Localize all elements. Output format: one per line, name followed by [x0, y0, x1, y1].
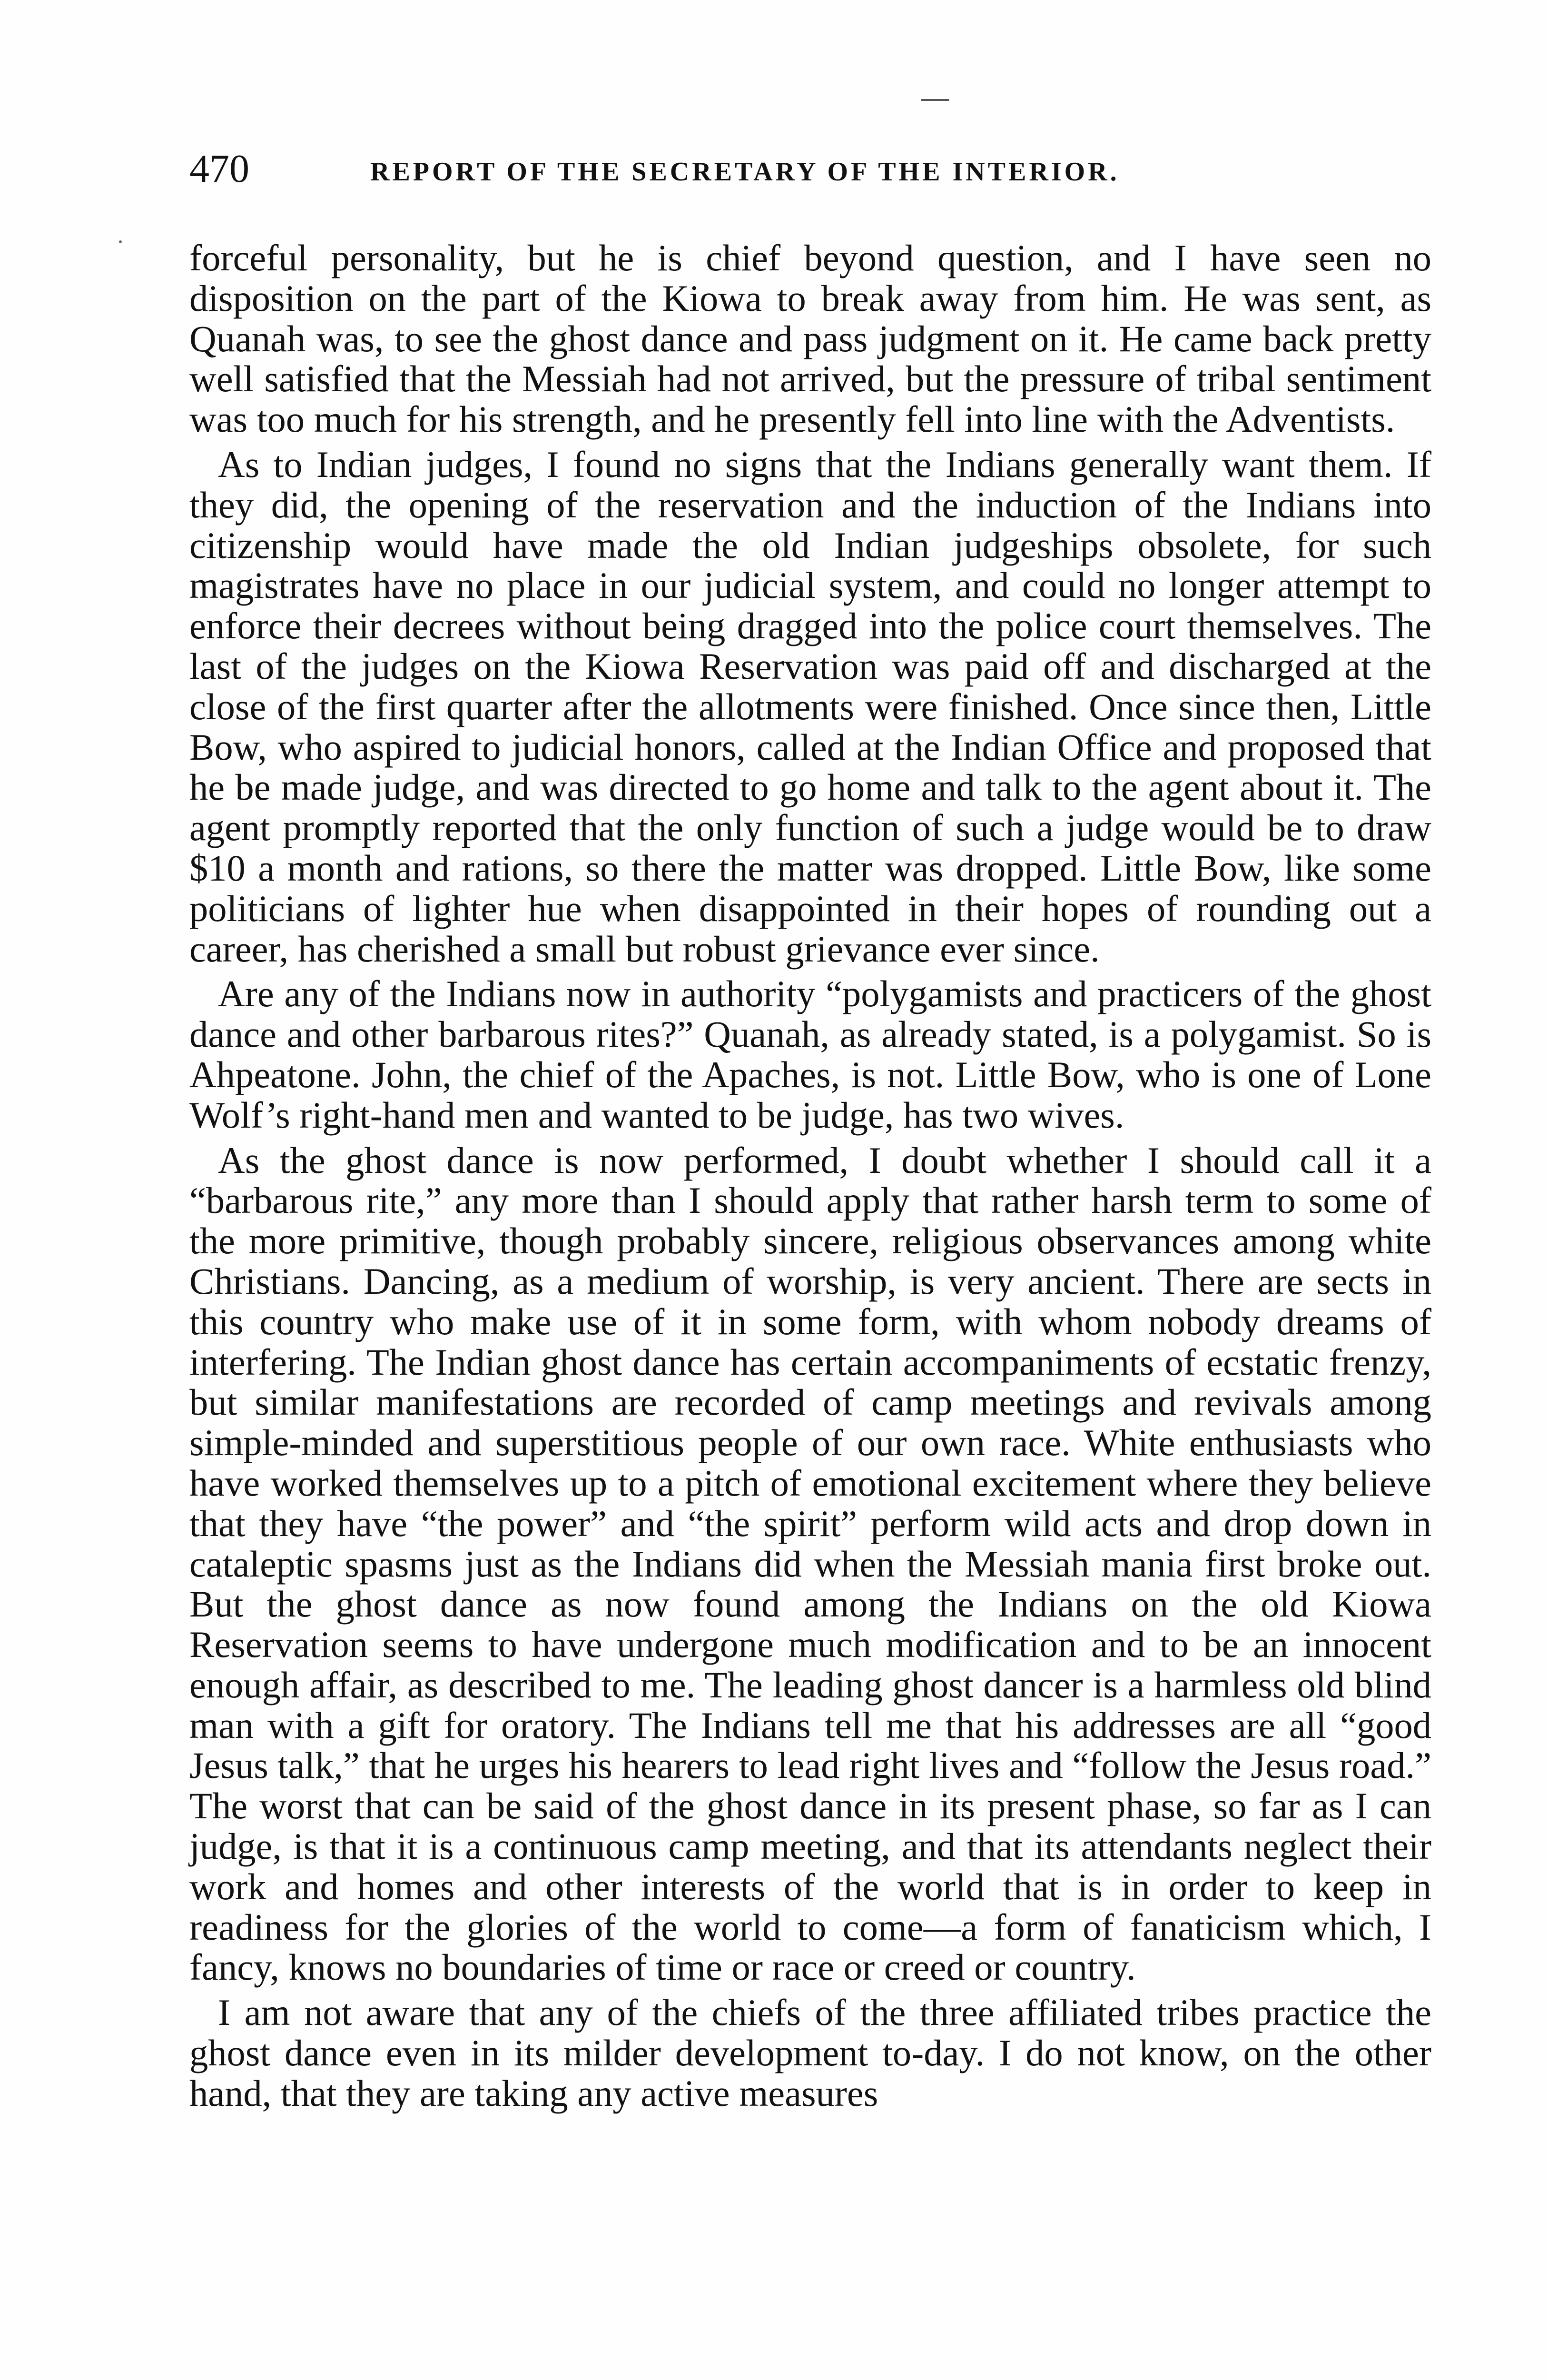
page-header	[189, 143, 1431, 195]
margin-speck	[119, 240, 122, 243]
page-number: 470	[189, 147, 249, 191]
paragraph-4: As the ghost dance is now performed, I doubt whether I should call it a “barbarous rite,” any more than I should apply that rather harsh term to some of the more primitive, though probably sincere, religious observances among white Christians. Dancing, as a medium of worship, is very ancient. There are sects in this country who make use of it in some form, with whom nobody dreams of interfering. The Indian ghost dance has certain accompaniments of ecstatic frenzy, but similar manifestations are recorded of camp meetings and revivals among simple-minded and superstitious people of our own race. White enthusiasts who have worked themselves up to a pitch of emotional excitement where they believe that they have “the power” and “the spirit” perform wild acts and drop down in cataleptic spasms just as the Indians did when the Messiah mania first broke out. But the ghost dance as now found among the Indians on the old Kiowa Reservation seems to have undergone much modification and to be an innocent enough affair, as described to me. The leading ghost dancer is a harmless old blind man with a gift for oratory. The Indians tell me that his addresses are all “good Jesus talk,” that he urges his hearers to lead right lives and “follow the Jesus road.” The worst that can be said of the ghost dance in its present phase, so far as I can judge, is that it is a continuous camp meeting, and that its attendants neglect their work and homes and other interests of the world that is in order to keep in readiness for the glories of the world to come—a form of fanaticism which, I fancy, knows no boundaries of time or race or creed or country.	[189, 1139, 1431, 1988]
running-head: REPORT OF THE SECRETARY OF THE INTERIOR.	[370, 157, 1120, 187]
paragraph-3: Are any of the Indians now in authority “polygamists and practicers of the ghost dance and other barbarous rites?” Quanah, as already stated, is a polygamist. So is Ahpeatone. John, the chief of the Apaches, is not. Little Bow, who is one of Lone Wolf’s right-hand men and wanted to be judge, has two wives.	[189, 973, 1431, 1136]
top-dash-mark	[921, 99, 949, 101]
paragraph-5: I am not aware that any of the chiefs of the three affiliated tribes practice the ghost dance even in its milder development to-day. I do not know, on the other hand, that they are taking any active measures	[189, 1992, 1431, 2114]
body-text	[189, 238, 1431, 2119]
paragraph-1: forceful personality, but he is chief beyond question, and I have seen no disposition on the part of the Kiowa to break away from him. He was sent, as Quanah was, to see the ghost dance and pass judgment on it. He came back pretty well satisfied that the Messiah had not arrived, but the pressure of tribal sentiment was too much for his strength, and he presently fell into line with the Adventists.	[189, 237, 1431, 440]
paragraph-2: As to Indian judges, I found no signs that the Indians generally want them. If they did, the opening of the reservation and the induction of the Indians into citizenship would have made the old Indian judgeships obsolete, for such magistrates have no place in our judicial system, and could no longer attempt to enforce their decrees without being dragged into the police court themselves. The last of the judges on the Kiowa Reservation was paid off and discharged at the close of the first quarter after the allotments were finished. Once since then, Little Bow, who aspired to judicial honors, called at the Indian Office and proposed that he be made judge, and was directed to go home and talk to the agent about it. The agent promptly reported that the only function of such a judge would be to draw $10 a month and rations, so there the matter was dropped. Little Bow, like some politicians of lighter hue when disappointed in their hopes of rounding out a career, has cherished a small but robust grievance ever since.	[189, 443, 1431, 970]
